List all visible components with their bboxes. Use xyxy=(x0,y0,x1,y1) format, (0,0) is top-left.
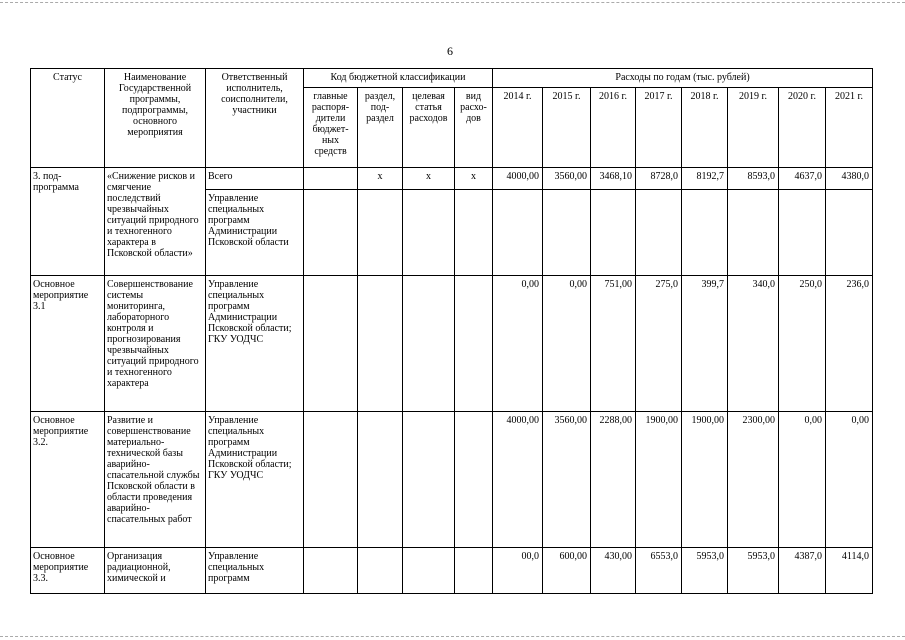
value-cell xyxy=(591,190,636,276)
status-cell: Основное мероприятие 3.1 xyxy=(31,276,105,412)
code-cell xyxy=(358,548,403,594)
header-section: раздел, под-раздел xyxy=(358,88,403,168)
code-cell: х xyxy=(455,168,493,190)
scan-edge-top xyxy=(0,2,905,4)
code-cell xyxy=(304,548,358,594)
name-cell: Развитие и совершенствование материально-технической базы аварийно-спасательной службы Псковской области в области проведения аварийно-спасательных работ xyxy=(105,412,206,548)
status-cell: Основное мероприятие 3.2. xyxy=(31,412,105,548)
value-cell xyxy=(728,190,779,276)
value-cell: 1900,00 xyxy=(636,412,682,548)
header-year: 2015 г. xyxy=(543,88,591,168)
value-cell: 275,0 xyxy=(636,276,682,412)
value-cell: 751,00 xyxy=(591,276,636,412)
value-cell: 0,00 xyxy=(779,412,826,548)
code-cell xyxy=(403,412,455,548)
code-cell xyxy=(358,276,403,412)
responsible-cell: Управление специальных программ xyxy=(206,548,304,594)
header-name: Наименование Государственной программы, подпрограммы, основного мероприятия xyxy=(105,69,206,168)
code-cell xyxy=(403,190,455,276)
value-cell: 6553,0 xyxy=(636,548,682,594)
responsible-cell: Всего xyxy=(206,168,304,190)
value-cell: 4637,0 xyxy=(779,168,826,190)
header-year: 2021 г. xyxy=(826,88,873,168)
scan-edge-bottom xyxy=(0,636,905,638)
header-year: 2014 г. xyxy=(493,88,543,168)
value-cell: 1900,00 xyxy=(682,412,728,548)
header-target-article: целевая статья расходов xyxy=(403,88,455,168)
header-year: 2016 г. xyxy=(591,88,636,168)
value-cell: 4000,00 xyxy=(493,168,543,190)
code-cell xyxy=(455,190,493,276)
value-cell: 2300,00 xyxy=(728,412,779,548)
code-cell xyxy=(358,412,403,548)
code-cell xyxy=(304,276,358,412)
header-responsible: Ответственный исполнитель, соисполнители, участники xyxy=(206,69,304,168)
code-cell xyxy=(403,548,455,594)
value-cell: 0,00 xyxy=(826,412,873,548)
value-cell: 5953,0 xyxy=(728,548,779,594)
value-cell: 4380,0 xyxy=(826,168,873,190)
value-cell: 3468,10 xyxy=(591,168,636,190)
value-cell xyxy=(779,190,826,276)
value-cell: 0,00 xyxy=(543,276,591,412)
header-status: Статус xyxy=(31,69,105,168)
code-cell xyxy=(403,276,455,412)
code-cell xyxy=(455,276,493,412)
code-cell xyxy=(455,548,493,594)
table-row xyxy=(31,276,873,412)
status-cell: 3. под-программа xyxy=(31,168,105,276)
value-cell: 4387,0 xyxy=(779,548,826,594)
responsible-cell: Управление специальных программ Администрации Псковской области; ГКУ УОДЧС xyxy=(206,412,304,548)
value-cell: 8593,0 xyxy=(728,168,779,190)
value-cell: 3560,00 xyxy=(543,168,591,190)
value-cell: 430,00 xyxy=(591,548,636,594)
value-cell xyxy=(682,190,728,276)
budget-table xyxy=(30,68,873,594)
value-cell: 4000,00 xyxy=(493,412,543,548)
value-cell: 00,0 xyxy=(493,548,543,594)
header-year: 2018 г. xyxy=(682,88,728,168)
header-main-managers: главные распоря-дители бюджет-ных средств xyxy=(304,88,358,168)
value-cell xyxy=(493,190,543,276)
code-cell: х xyxy=(358,168,403,190)
value-cell: 0,00 xyxy=(493,276,543,412)
name-cell: Организация радиационной, химической и xyxy=(105,548,206,594)
header-year: 2019 г. xyxy=(728,88,779,168)
table-row xyxy=(31,168,873,190)
value-cell: 340,0 xyxy=(728,276,779,412)
header-year: 2020 г. xyxy=(779,88,826,168)
header-expenses: Расходы по годам (тыс. рублей) xyxy=(493,69,873,88)
value-cell: 8192,7 xyxy=(682,168,728,190)
code-cell xyxy=(304,412,358,548)
value-cell xyxy=(636,190,682,276)
responsible-cell: Управление специальных программ Администрации Псковской области xyxy=(206,190,304,276)
status-cell: Основное мероприятие 3.3. xyxy=(31,548,105,594)
value-cell: 236,0 xyxy=(826,276,873,412)
code-cell xyxy=(358,190,403,276)
value-cell: 600,00 xyxy=(543,548,591,594)
value-cell: 3560,00 xyxy=(543,412,591,548)
header-budget-code: Код бюджетной классификации xyxy=(304,69,493,88)
value-cell: 2288,00 xyxy=(591,412,636,548)
code-cell: х xyxy=(403,168,455,190)
value-cell: 399,7 xyxy=(682,276,728,412)
code-cell xyxy=(304,168,358,190)
code-cell xyxy=(455,412,493,548)
value-cell: 4114,0 xyxy=(826,548,873,594)
header-year: 2017 г. xyxy=(636,88,682,168)
value-cell: 5953,0 xyxy=(682,548,728,594)
value-cell xyxy=(543,190,591,276)
table-row xyxy=(31,548,873,594)
page-number: 6 xyxy=(447,44,453,58)
value-cell: 250,0 xyxy=(779,276,826,412)
responsible-cell: Управление специальных программ Администрации Псковской области; ГКУ УОДЧС xyxy=(206,276,304,412)
table-row xyxy=(31,412,873,548)
value-cell: 8728,0 xyxy=(636,168,682,190)
value-cell xyxy=(826,190,873,276)
name-cell: «Снижение рисков и смягчение последствий чрезвычайных ситуаций природного и техногенного характера в Псковской области» xyxy=(105,168,206,276)
code-cell xyxy=(304,190,358,276)
header-expense-type: вид расхо-дов xyxy=(455,88,493,168)
name-cell: Совершенствование системы мониторинга, лабораторного контроля и прогнозирования чрезвычайных ситуаций природного и техногенного характера xyxy=(105,276,206,412)
